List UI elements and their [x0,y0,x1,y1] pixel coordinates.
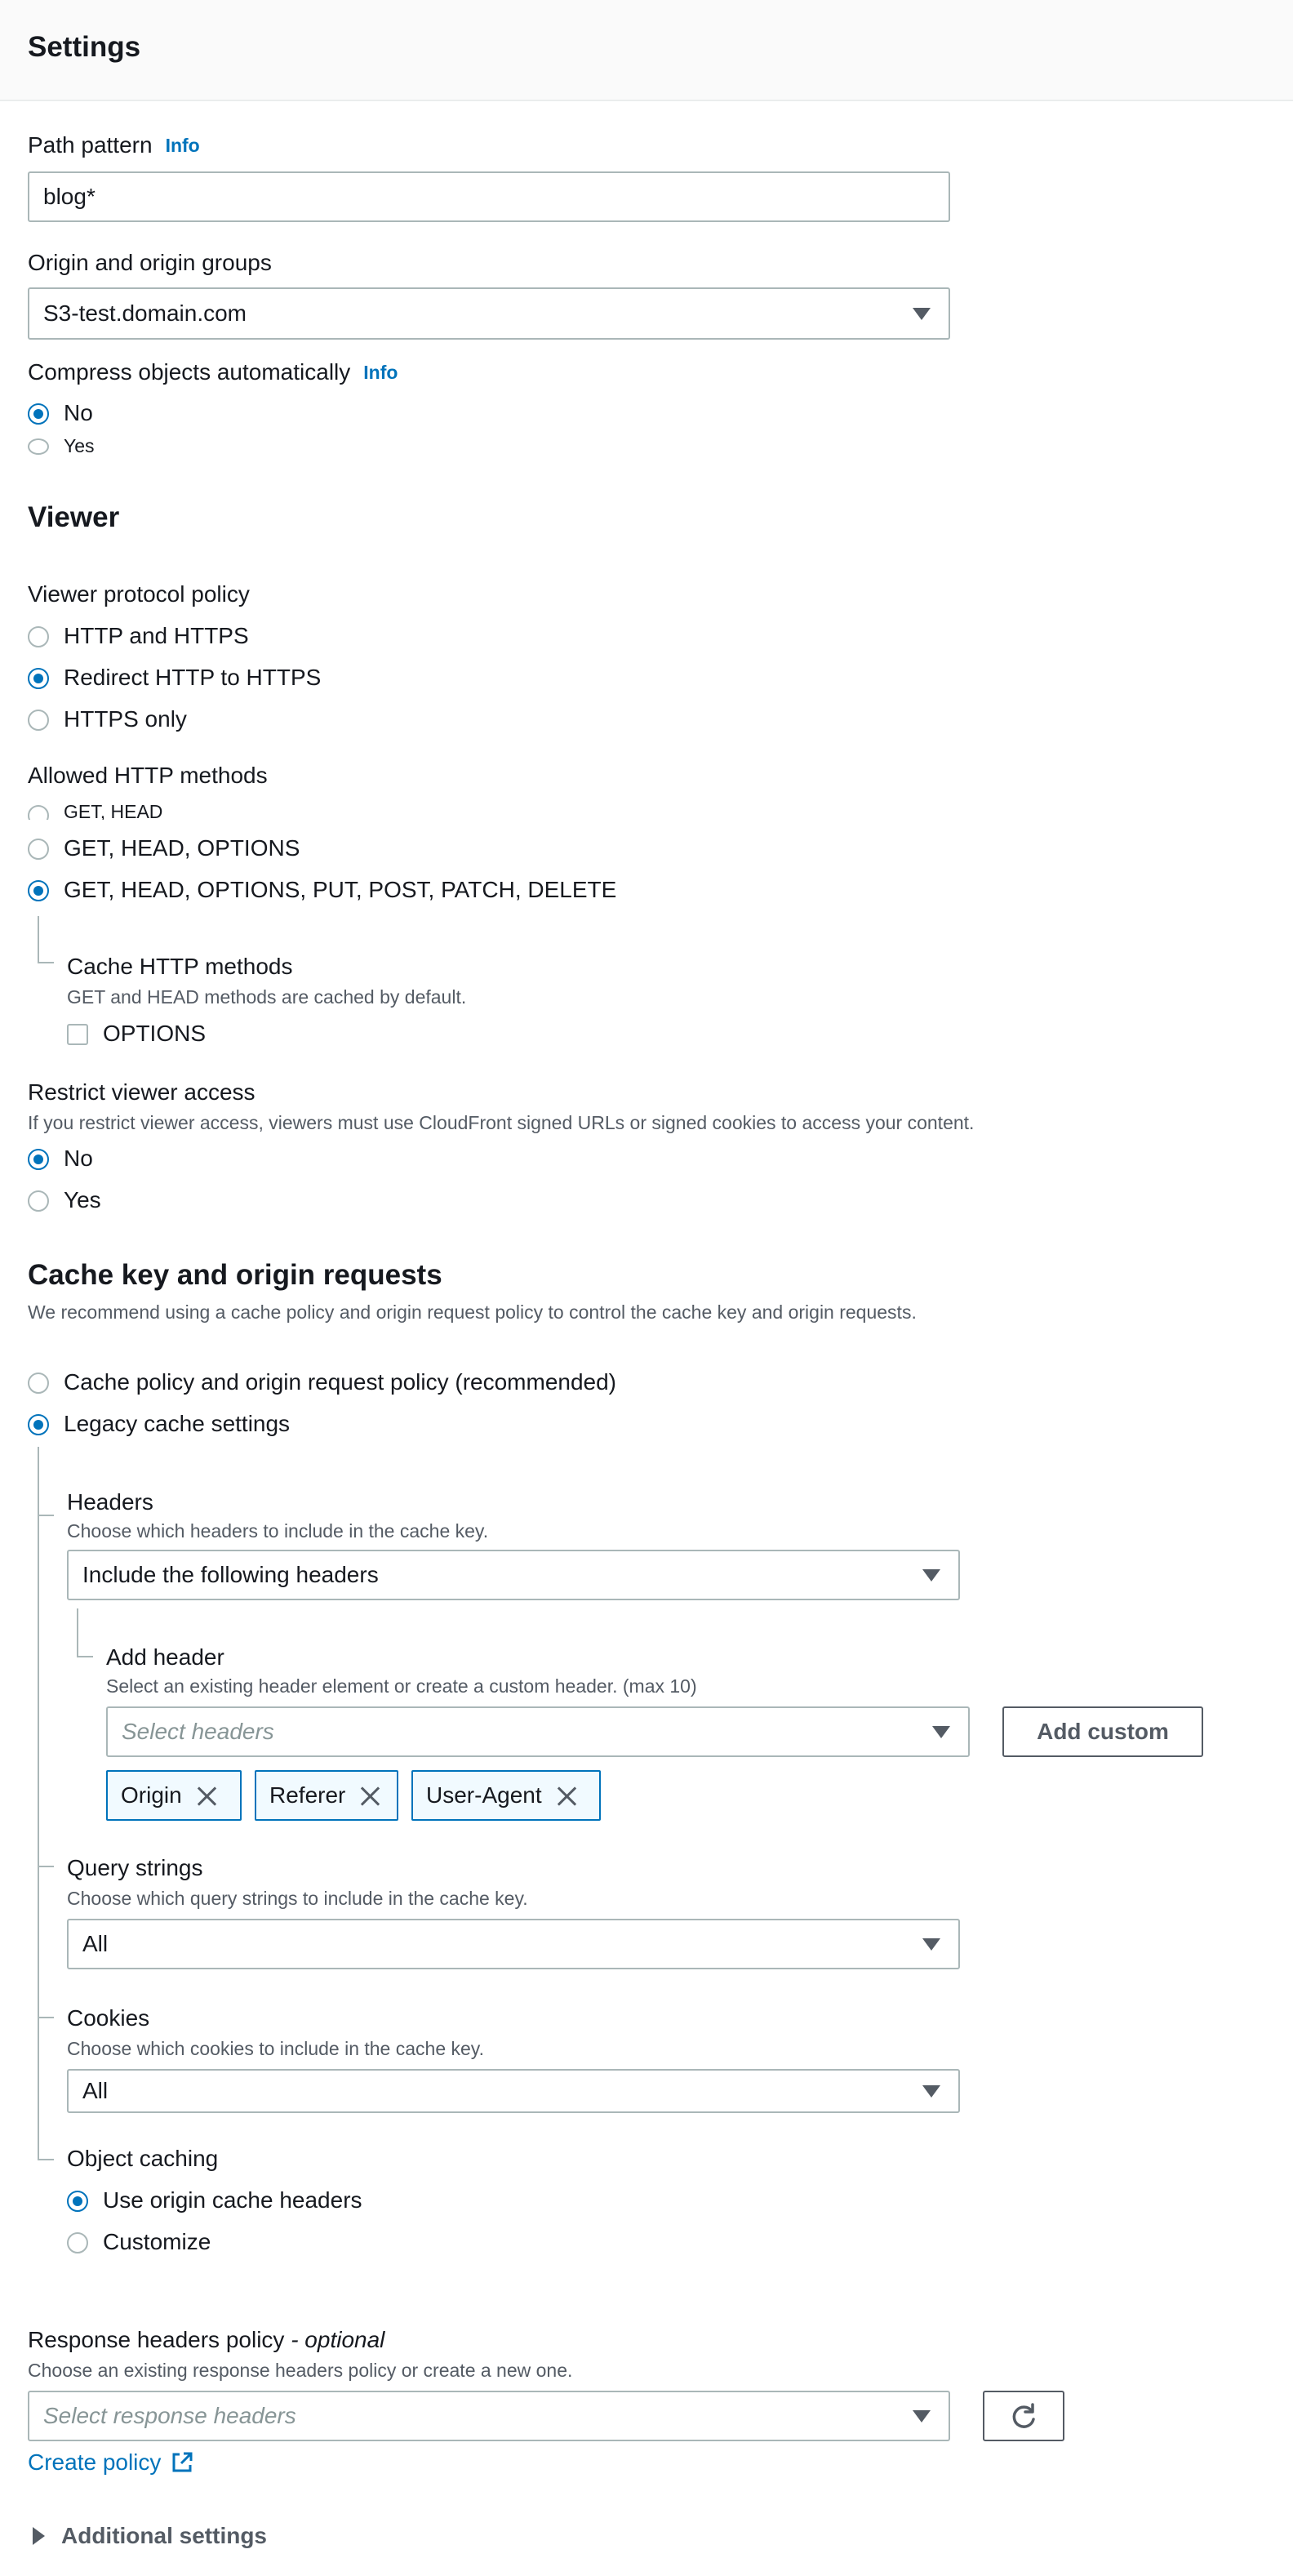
additional-settings-toggle[interactable] [33,2523,267,2549]
origin-select[interactable] [28,287,950,340]
query-strings-select[interactable] [67,1919,960,1969]
protocol-https-only-radio[interactable] [28,710,49,731]
chevron-down-icon [922,1938,940,1951]
cache-key-description: We recommend using a cache policy and origin request policy to control the cache key and origin requests. [28,1301,917,1323]
add-header-label: Add header [106,1644,224,1670]
path-pattern-info-link[interactable]: Info [165,134,200,156]
close-icon[interactable] [193,1782,220,1809]
compress-label: Compress objects automatically [28,359,351,385]
compress-no-label: No [64,400,93,425]
use-origin-cache-radio[interactable] [67,2191,88,2212]
create-policy-link[interactable] [28,2449,195,2476]
refresh-icon [1009,2401,1038,2431]
header-search-select[interactable] [106,1706,970,1757]
add-header-description: Select an existing header element or create a custom header. (max 10) [106,1675,697,1697]
restrict-yes-radio[interactable] [28,1190,49,1212]
headers-label: Headers [67,1489,153,1515]
tree-connector [38,916,54,963]
query-strings-value: All [82,1931,109,1956]
response-headers-placeholder: Select response headers [43,2403,296,2428]
caret-right-icon [33,2527,45,2545]
protocol-http-https-label: HTTP and HTTPS [64,623,249,648]
methods-get-head-radio[interactable] [28,805,49,820]
refresh-button[interactable] [983,2391,1064,2441]
response-headers-select[interactable] [28,2391,950,2441]
cache-key-title: Cache key and origin requests [28,1259,442,1291]
customize-label: Customize [103,2229,211,2254]
path-pattern-label: Path pattern [28,132,153,158]
cookies-select[interactable] [67,2069,960,2113]
legacy-cache-radio[interactable] [28,1414,49,1435]
cache-policy-label: Cache policy and origin request policy (recommended) [64,1369,617,1395]
viewer-protocol-label: Viewer protocol policy [28,581,250,607]
create-policy-label: Create policy [28,2449,162,2475]
protocol-redirect-radio[interactable] [28,668,49,689]
header-search-placeholder: Select headers [122,1719,274,1744]
settings-header [0,0,1293,101]
legacy-cache-label: Legacy cache settings [64,1411,291,1436]
header-token-label: Referer [269,1782,346,1808]
compress-yes-radio[interactable] [28,438,49,455]
origin-select-value: S3-test.domain.com [43,300,247,326]
methods-all-label: GET, HEAD, OPTIONS, PUT, POST, PATCH, DELETE [64,877,617,902]
cache-methods-label: Cache HTTP methods [67,954,293,979]
tree-branch [38,2017,54,2018]
chevron-down-icon [913,308,931,320]
settings-title: Settings [28,31,141,63]
methods-get-head-row[interactable] [28,800,762,820]
close-icon[interactable] [357,1782,383,1809]
tree-branch [38,2159,54,2160]
methods-all-radio[interactable] [28,880,49,901]
response-headers-label: Response headers policy [28,2327,285,2352]
restrict-viewer-description: If you restrict viewer access, viewers must use CloudFront signed URLs or signed cookies to access your content. [28,1112,975,1133]
origin-label: Origin and origin groups [28,250,272,275]
header-token [255,1770,398,1821]
options-checkbox[interactable] [67,1024,88,1045]
restrict-no-radio[interactable] [28,1149,49,1170]
headers-select[interactable] [67,1550,960,1600]
cookies-label: Cookies [67,2005,150,2031]
query-strings-description: Choose which query strings to include in the cache key. [67,1888,528,1909]
restrict-yes-label: Yes [64,1187,101,1212]
chevron-down-icon [922,1569,940,1582]
methods-get-head-options-radio[interactable] [28,839,49,860]
customize-radio[interactable] [67,2232,88,2253]
cookies-value: All [82,2078,109,2103]
cache-methods-description: GET and HEAD methods are cached by default. [67,986,467,1008]
query-strings-label: Query strings [67,1855,203,1880]
restrict-viewer-label: Restrict viewer access [28,1079,255,1105]
cookies-description: Choose which cookies to include in the cache key. [67,2038,484,2059]
tree-branch [38,1515,54,1516]
add-custom-button[interactable]: Add custom [1002,1706,1203,1757]
methods-get-head-label: GET, HEAD [64,801,163,820]
protocol-redirect-label: Redirect HTTP to HTTPS [64,665,322,690]
tree-connector [77,1608,93,1657]
header-token [106,1770,242,1821]
close-icon[interactable] [553,1782,580,1809]
chevron-down-icon [922,2085,940,2098]
chevron-down-icon [932,1726,950,1738]
headers-description: Choose which headers to include in the cache key. [67,1520,489,1542]
use-origin-cache-label: Use origin cache headers [103,2187,362,2213]
compress-yes-label: Yes [64,435,95,456]
object-caching-label: Object caching [67,2146,219,2171]
protocol-http-https-radio[interactable] [28,626,49,647]
chevron-down-icon [913,2410,931,2423]
compress-label-row [28,359,398,385]
compress-no-radio[interactable] [28,403,49,425]
legacy-tree-line [38,1447,39,2160]
compress-info-link[interactable]: Info [363,361,398,383]
tree-branch [38,1866,54,1867]
header-token [411,1770,601,1821]
options-checkbox-label: OPTIONS [103,1021,207,1046]
path-pattern-input[interactable]: blog* [28,171,950,222]
restrict-no-label: No [64,1146,93,1171]
header-token-label: User-Agent [426,1782,542,1808]
path-pattern-label-row [28,132,200,158]
response-headers-description: Choose an existing response headers policy or create a new one. [28,2360,573,2381]
protocol-https-only-label: HTTPS only [64,706,187,732]
viewer-title: Viewer [28,501,120,533]
headers-select-value: Include the following headers [82,1562,379,1587]
header-token-label: Origin [121,1782,182,1808]
optional-suffix: - optional [291,2327,385,2352]
additional-settings-label: Additional settings [61,2523,267,2548]
response-headers-label-row [28,2327,384,2353]
allowed-methods-label: Allowed HTTP methods [28,763,268,788]
methods-get-head-options-label: GET, HEAD, OPTIONS [64,835,300,861]
cache-policy-radio[interactable] [28,1373,49,1394]
external-link-icon [169,2449,195,2476]
